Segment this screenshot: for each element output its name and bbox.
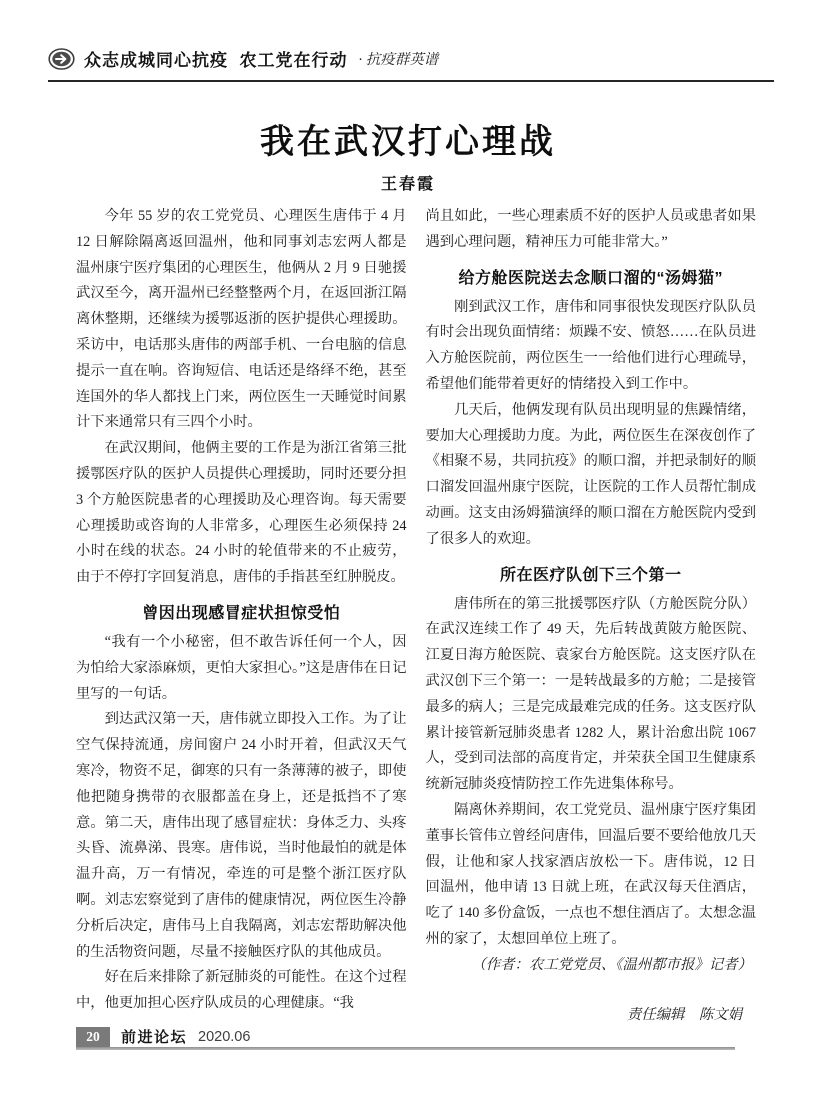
article-author: 王春霞: [380, 176, 435, 193]
paragraph: 隔离休养期间，农工党党员、温州康宁医疗集团董事长管伟立曾经问唐伟，回温后要不要给他放几天假，让他和家人找家酒店放松一下。唐伟说，12 日回温州，他申请 13 日就上班，在武汉每天住酒店，吃了 140 多份盒饭，一点也不想住酒店了。太想念温州的家了，太想回单位上班了。: [425, 801, 756, 947]
paragraph: 到达武汉第一天，唐伟就立即投入工作。为了让空气保持流通，房间窗户 24 小时开着，但武汉天气寒冷，物资不足，御寒的只有一条薄薄的被子，即使他把随身携带的衣服都盖在身上，还是抵挡不了寒意。第二天，唐伟出现了感冒症状：身体乏力、头疼头昏、流鼻涕、畏寒。唐伟说，当时他最怕的就是体温升高，万一有情况，牵连的可是整个浙江医疗队啊。刘志宏察觉到了唐伟的健康情况，两位医生冷静分析后决定，唐伟马上自我隔离，刘志宏帮助解决他的生活物资问题，尽量不接触医疗队的其他成员。: [76, 711, 407, 960]
section-heading: 所在医疗队创下三个第一: [499, 566, 682, 584]
section-heading: 给方舱医院送去念顺口溜的“汤姆猫”: [458, 269, 723, 287]
footer-rule: [76, 1047, 735, 1050]
right-column: [426, 204, 757, 1022]
paragraph: 刚到武汉工作，唐伟和同事很快发现医疗队队员有时会出现负面情绪：烦躁不安、愤怒……在队员进入方舱医院前，两位医生一一给他们进行心理疏导，希望他们能带着更好的情绪投入到工作中。: [425, 298, 756, 392]
paragraph: 今年 55 岁的农工党党员、心理医生唐伟于 4 月 12 日解除隔离返回温州，他和同事刘志宏两人都是温州康宁医疗集团的心理医生，他俩从 2 月 9 日驰援武汉至今，离开温州已经整整两个月，在返回浙江隔离休整期，还继续为援鄂返浙的医护提供心理援助。采访中，电话那头唐伟的两部手机、一台电脑的信息提示一直在响。咨询短信、电话还是络绎不绝，甚至连国外的华人都找上门来，两位医生一天睡觉时间累计下来通常只有三四个小时。: [76, 208, 407, 431]
article-body: [76, 204, 756, 1022]
paragraph: “我有一个小秘密，但不敢告诉任何一个人，因为怕给大家添麻烦，更怕大家担心。”这是唐伟在日记里写的一句话。: [76, 633, 407, 702]
arrow-right-circle-icon: [48, 48, 75, 70]
paragraph: 好在后来排除了新冠肺炎的可能性。在这个过程中，他更加担心医疗队成员的心理健康。“我: [76, 969, 407, 1012]
journal-name: 前进论坛: [121, 1029, 188, 1046]
paragraph: 尚且如此，一些心理素质不好的医护人员或患者如果遇到心理问题，精神压力可能非常大。”: [425, 208, 756, 250]
header-band: [48, 46, 774, 82]
author-note: （作者：农工党党员、《温州都市报》记者）: [471, 956, 752, 973]
header-band-title: 众志成城同心抗疫 农工党在行动: [84, 51, 348, 70]
section-heading: 曾因出现感冒症状担惊受怕: [142, 604, 341, 622]
left-column: [76, 204, 407, 1022]
page-footer: [76, 1026, 250, 1047]
paragraph: 唐伟所在的第三批援鄂医疗队（方舱医院分队）在武汉连续工作了 49 天，先后转战黄陂方舱医院、江夏日海方舱医院、袁家台方舱医院。这支医疗队在武汉创下三个第一：一是转战最多的方舱；二是接管最多的病人；三是完成最难完成的任务。这支医疗队累计接管新冠肺炎患者 1282 人，累计治愈出院 1067 人，受到司法部的高度肯定，并荣获全国卫生健康系统新冠肺炎疫情防控工作先进集体称号。: [425, 595, 756, 793]
editor-credit: 责任编辑 陈文娟: [626, 1006, 742, 1022]
page-number-badge: 20: [76, 1027, 110, 1047]
paragraph: 几天后，他俩发现有队员出现明显的焦躁情绪，要加大心理援助力度。为此，两位医生在深夜创作了《相聚不易，共同抗疫》的顺口溜，并把录制好的顺口溜发回温州康宁医院，让医院的工作人员帮忙制成动画。这支由汤姆猫演绎的顺口溜在方舱医院内受到了很多人的欢迎。: [425, 401, 756, 547]
page-title: 我在武汉打心理战: [260, 123, 556, 161]
header-band-subtitle: · 抗疫群英谱: [358, 52, 439, 68]
paragraph: 在武汉期间，他俩主要的工作是为浙江省第三批援鄂医疗队的医护人员提供心理援助，同时还要分担 3 个方舱医院患者的心理援助及心理咨询。每天需要心理援助或咨询的人非常多，心理医生必须保持 24 小时在线的状态。24 小时的轮值带来的不止疲劳，由于不停打字回复消息，唐伟的手指甚至红肿脱皮。: [76, 440, 407, 586]
issue-label: 2020.06: [198, 1028, 251, 1045]
